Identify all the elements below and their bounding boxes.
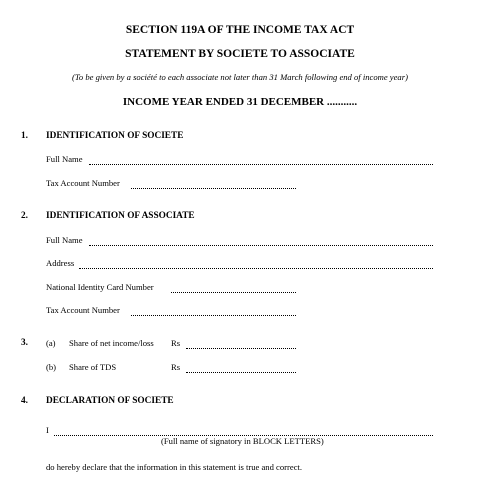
share-tds-field[interactable] <box>186 365 296 373</box>
associate-full-name-label: Full Name <box>46 235 83 245</box>
declaration-text: do hereby declare that the information in this statement is true and correct. <box>46 462 303 472</box>
associate-tan-label: Tax Account Number <box>46 305 120 315</box>
section-2-heading: IDENTIFICATION OF ASSOCIATE <box>46 211 195 221</box>
section-4-number: 4. <box>21 396 28 406</box>
associate-tan-field[interactable] <box>131 308 296 316</box>
societe-tan-field[interactable] <box>131 181 296 189</box>
associate-address-field[interactable] <box>79 261 433 269</box>
societe-full-name-label: Full Name <box>46 154 83 164</box>
declarant-i-label: I <box>46 425 49 435</box>
share-tds-currency: Rs <box>171 362 181 372</box>
associate-full-name-field[interactable] <box>89 238 433 246</box>
section-1-number: 1. <box>21 131 28 141</box>
section-2-number: 2. <box>21 211 28 221</box>
share-tds-label: Share of TDS <box>69 362 117 372</box>
societe-tan-label: Tax Account Number <box>46 178 120 188</box>
signatory-hint: (Full name of signatory in BLOCK LETTERS) <box>161 436 324 446</box>
form-instruction: (To be given by a société to each associate not later than 31 March following end of income year) <box>72 72 408 82</box>
societe-full-name-field[interactable] <box>89 157 433 165</box>
associate-nic-label: National Identity Card Number <box>46 282 154 292</box>
item-a-marker: (a) <box>46 338 56 348</box>
form-title: SECTION 119A OF THE INCOME TAX ACT <box>125 24 355 36</box>
signatory-name-field[interactable] <box>54 428 433 436</box>
share-net-income-label: Share of net income/loss <box>69 338 154 348</box>
associate-nic-field[interactable] <box>171 285 296 293</box>
income-year-line: INCOME YEAR ENDED 31 DECEMBER ........... <box>122 96 358 108</box>
item-b-marker: (b) <box>46 362 57 372</box>
share-net-income-currency: Rs <box>171 338 181 348</box>
share-net-income-field[interactable] <box>186 341 296 349</box>
associate-address-label: Address <box>46 258 75 268</box>
section-1-heading: IDENTIFICATION OF SOCIETE <box>46 131 184 141</box>
section-4-heading: DECLARATION OF SOCIETE <box>46 396 174 406</box>
section-3-number: 3. <box>21 338 28 348</box>
form-subtitle: STATEMENT BY SOCIETE TO ASSOCIATE <box>125 48 355 60</box>
